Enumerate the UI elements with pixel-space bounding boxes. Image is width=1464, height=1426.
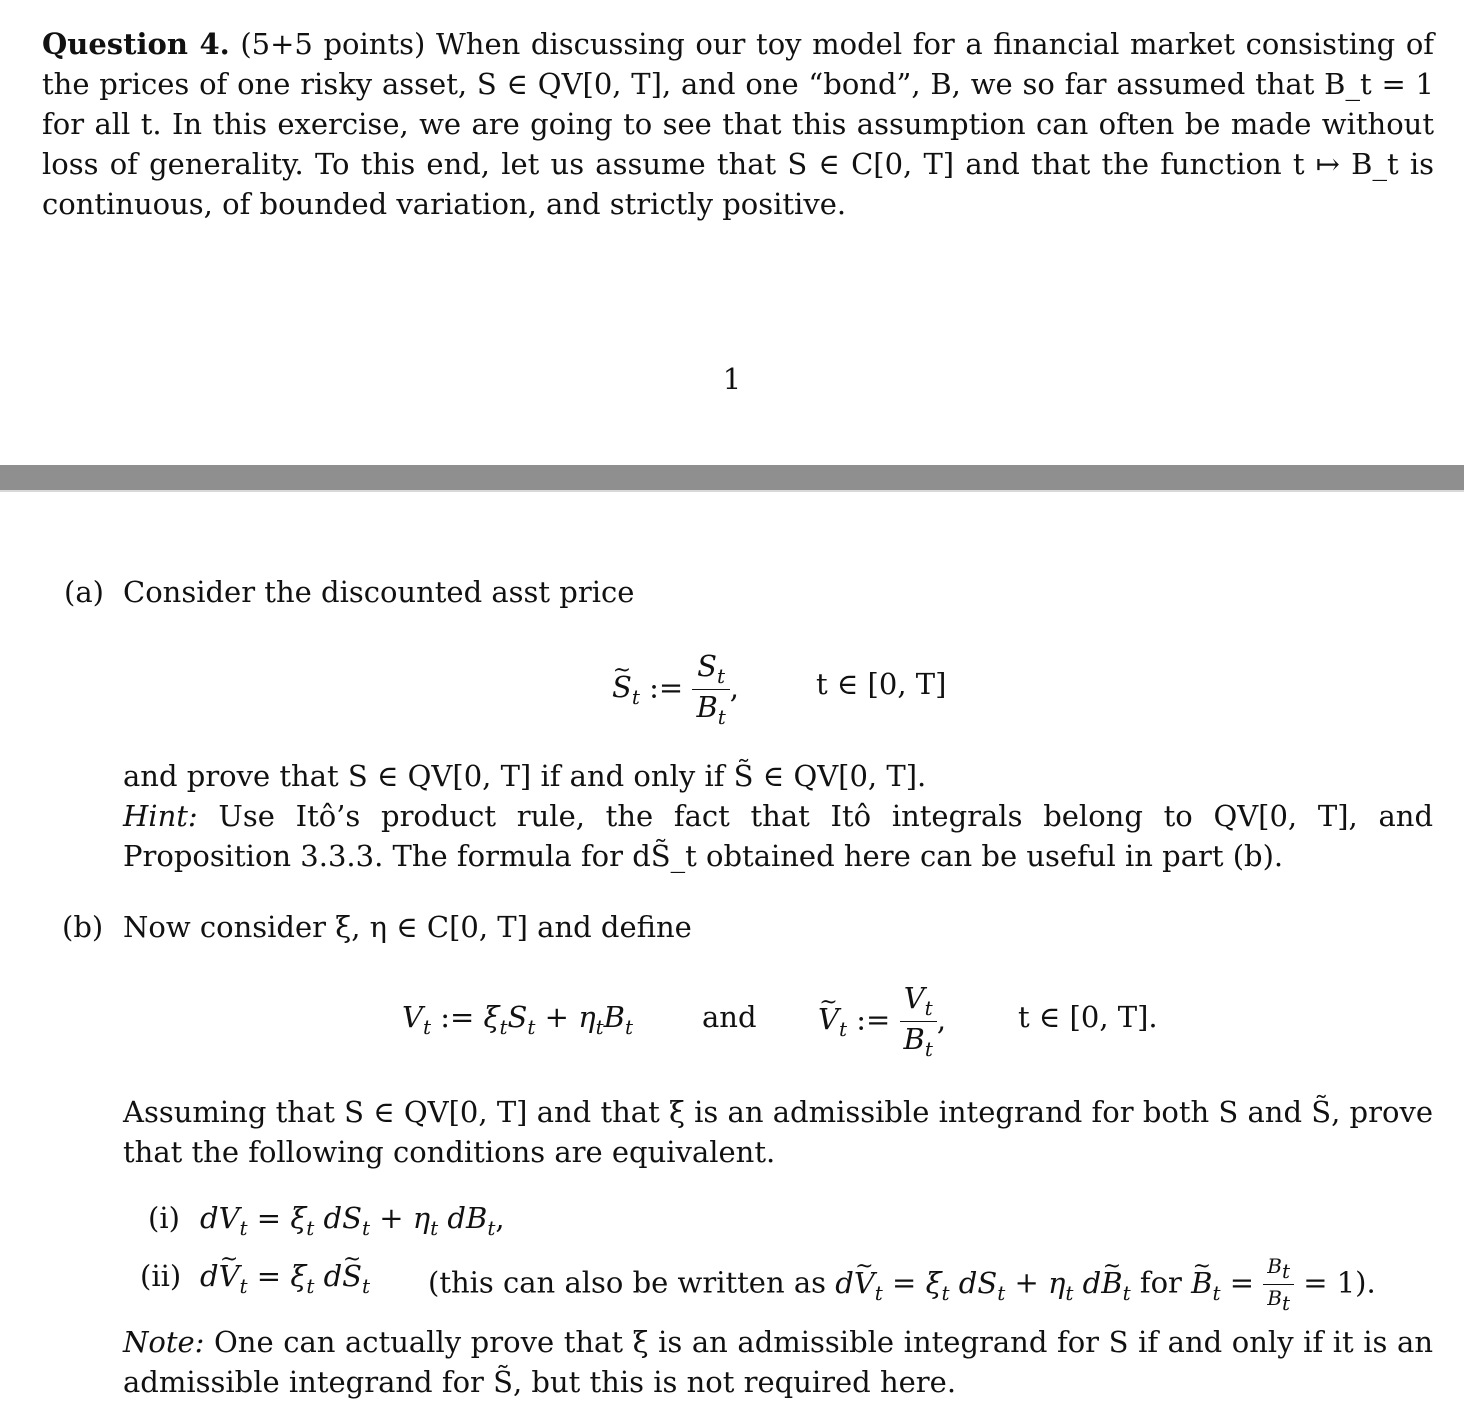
question-heading: Question 4. xyxy=(42,27,230,61)
fraction-v-over-b: $\frac{V_t}{B_t}$ xyxy=(900,984,937,1059)
hint-label: Hint: xyxy=(123,799,198,833)
question-points: (5+5 points) xyxy=(240,27,426,61)
condition-ii-label: (ii) xyxy=(140,1259,182,1293)
part-b-assumption: Assuming that S ∈ QV[0, T] and that ξ is an admissible integrand for both S and S̃, prove that the following conditions are equivalent. xyxy=(123,1095,1433,1169)
condition-i-label: (i) xyxy=(148,1201,180,1235)
hint-text: Use Itô’s product rule, the fact that Itô integrals belong to QV[0, T], and Proposition 3.3.3. The formula for dS̃_t obtained here can be useful in part (b). xyxy=(123,799,1434,873)
discounted-value-equation: ~ $V_t$ := $\frac{V_t}{B_t}$ , xyxy=(818,984,946,1059)
portfolio-value-equation: $V_t$ := $\xi_tS_t + \eta_tB_t$ xyxy=(402,1000,633,1039)
fraction-s-over-b: $\frac{S_t}{B_t}$ xyxy=(692,652,729,727)
condition-ii-formula: d~ $V_t = \xi_t$ d~ $S_t$ xyxy=(200,1256,370,1306)
page-2 xyxy=(0,492,1464,1426)
condition-i-formula: $dV_t = \xi_t$ $dS_t + \eta_t$ $dB_t$, xyxy=(200,1201,505,1240)
page-number: 1 xyxy=(722,362,742,396)
condition-ii-aside: (this can also be written as d~ $V_t = \xi_t$ $dS_t + \eta_t$ d~ $B_t$ for ~ $B_t$ = $\frac{B_t}{B_t}$ = 1). xyxy=(428,1256,1376,1313)
question-text: When discussing our toy model for a financial market consisting of the prices of one risky asset, S ∈ QV[0, T], and one “bond”, B, we so far assumed that B_t = 1 for all t. In this exercise, we are going to see that this assumption can often be made without loss of generality. To this end, let us assume that S ∈ C[0, T] and that the function t ↦ B_t is continuous, of bounded variation, and strictly positive. xyxy=(42,27,1435,221)
part-b-label: (b) xyxy=(62,910,104,944)
part-a-claim-text: and prove that S ∈ QV[0, T] if and only if S̃ ∈ QV[0, T]. xyxy=(123,759,927,793)
question-intro xyxy=(42,24,1434,224)
fraction-b-over-b: $\frac{B_t}{B_t}$ xyxy=(1263,1256,1294,1313)
part-a-claim xyxy=(123,756,1433,876)
discounted-price-equation: ~ $S_t$ := $\frac{S_t}{B_t}$ , xyxy=(612,652,739,727)
part-a-domain: t ∈ [0, T] xyxy=(816,667,947,701)
part-a-label: (a) xyxy=(64,575,104,609)
page-1 xyxy=(0,0,1464,465)
part-b-domain: t ∈ [0, T]. xyxy=(1018,1000,1158,1034)
condition-ii-aside-text: (this can also be written as xyxy=(428,1265,827,1300)
and-word: and xyxy=(702,1000,757,1034)
part-b-note xyxy=(123,1322,1433,1402)
page-separator xyxy=(0,465,1464,492)
part-b-lead: Now consider ξ, η ∈ C[0, T] and define xyxy=(123,910,692,944)
part-a-lead: Consider the discounted asst price xyxy=(123,575,635,609)
note-label: Note: xyxy=(123,1325,205,1359)
note-text: One can actually prove that ξ is an admissible integrand for S if and only if it is an admissible integrand for S̃, but this is not required here. xyxy=(123,1325,1433,1399)
